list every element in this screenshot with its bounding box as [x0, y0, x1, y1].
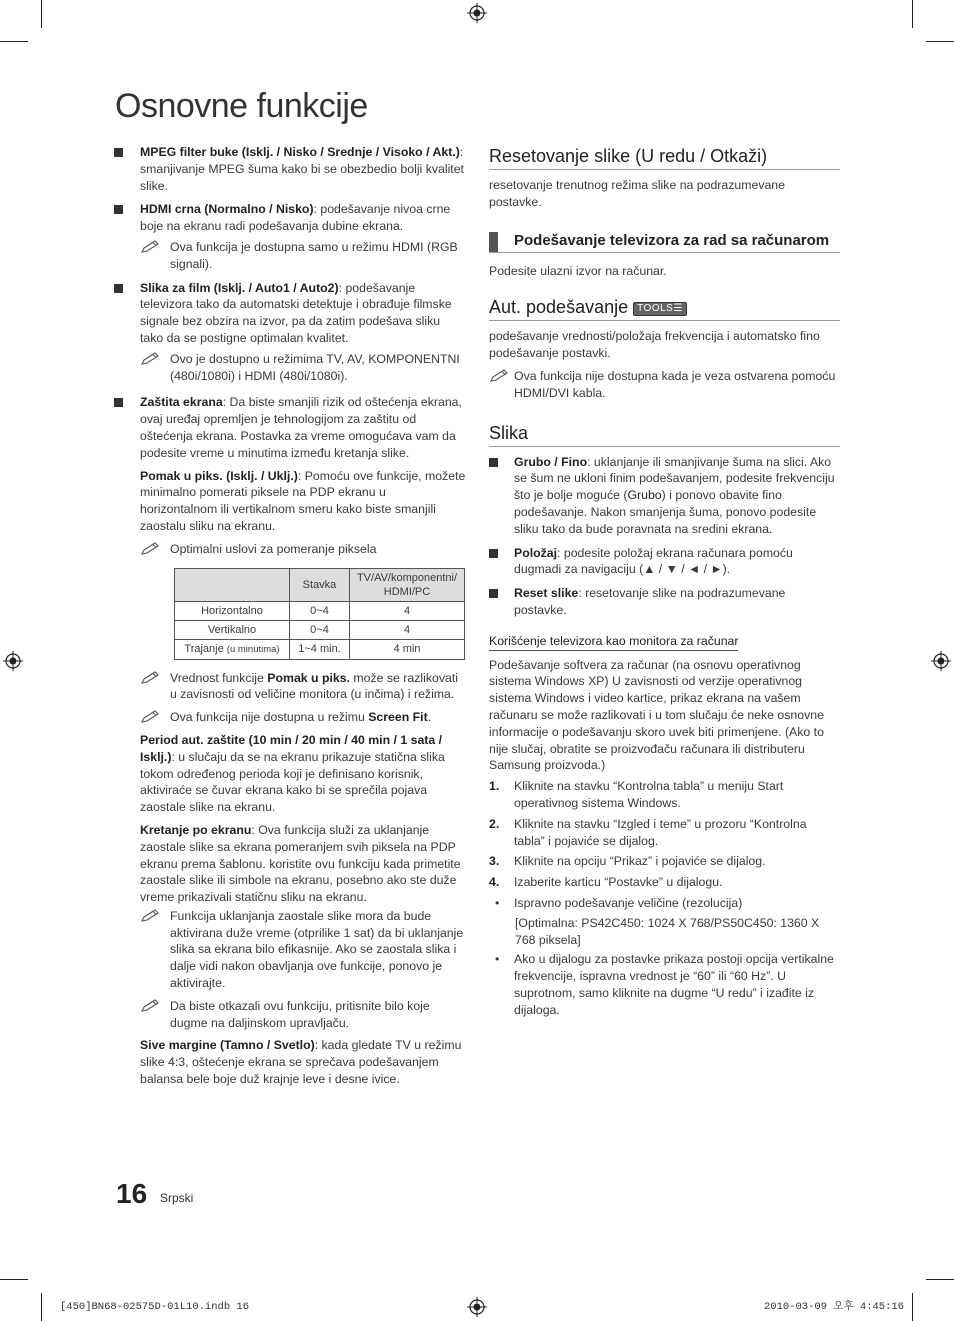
square-bullet-icon — [114, 148, 123, 157]
registration-mark-icon — [3, 651, 23, 671]
table-cell: Vertikalno — [175, 620, 290, 639]
left-column — [114, 144, 466, 1095]
item-label: Zaštita ekrana — [140, 395, 223, 410]
crop-mark — [926, 41, 954, 42]
note-pencil-icon — [140, 670, 162, 686]
bullet-dot-icon: • — [495, 895, 500, 910]
table-row — [175, 639, 465, 659]
note-pencil-icon — [140, 541, 162, 557]
step-text: Kliknite na stavku “Izgled i teme” u prozoru “Kontrolna tabla” i pojaviće se dijalog. — [514, 816, 807, 848]
crop-mark — [912, 0, 913, 28]
note-bold: Pomak u piks. — [267, 670, 350, 685]
crop-mark — [41, 1293, 42, 1321]
bullet-dot-icon: • — [495, 952, 500, 967]
pixel-shift-table — [174, 568, 465, 660]
table-header: Stavka — [290, 568, 350, 601]
note-text: Funkcija uklanjanja zaostale slike mora da bude aktivirana duže vreme (otprilike 1 sat) da bi uklanjanje slika sa ekrana bilo efikasnije. Ako se zaostala slika i dalje vidi nakon obavljanja ove funkcije, ponovo je aktivirajte. — [170, 908, 464, 991]
subsection-heading-monitor: Korišćenje televizora kao monitora za računar — [489, 633, 738, 651]
footer-file-info: [450]BN68-02575D-01L10.indb 16 — [60, 1301, 250, 1313]
square-bullet-icon — [114, 398, 123, 407]
list-item-grubo — [489, 454, 840, 538]
note-pencil-icon — [140, 239, 162, 255]
list-item-hdmi — [114, 201, 466, 272]
note-pencil-icon — [489, 368, 511, 384]
heading-text: Aut. podešavanje — [489, 297, 629, 318]
note — [140, 670, 466, 704]
item-label: HDMI crna (Normalno / Nisko) — [140, 202, 314, 217]
cell-label: Trajanje — [184, 642, 224, 655]
item-bold: Grubo — [627, 488, 662, 503]
square-bullet-icon — [114, 205, 123, 214]
item-text: : smanjivanje MPEG šuma kako bi se obezbedio bolji kvalitet slike. — [140, 145, 464, 193]
note-bold: Screen Fit — [368, 710, 428, 725]
list-item-mpeg — [114, 144, 466, 194]
list-item — [489, 895, 840, 912]
page-title: Osnovne funkcije — [115, 87, 368, 125]
note — [489, 368, 840, 402]
note-text: Da biste otkazali ovu funkciju, pritisnite bilo koje dugme na daljinskom upravljaču. — [170, 998, 430, 1030]
list-item — [489, 778, 840, 812]
list-item — [489, 874, 840, 891]
note-text: Ovo je dostupno u režimima TV, AV, KOMPONENTNI (480i/1080i) i HDMI (480i/1080i). — [170, 351, 460, 383]
note — [140, 239, 466, 273]
right-column — [489, 145, 840, 1021]
note — [140, 709, 466, 726]
sub-label: Sive margine (Tamno / Svetlo) — [140, 1038, 315, 1053]
note-text: može se razlikovati u zavisnosti od veličine monitora (u inčima) i režima. — [170, 670, 458, 702]
note — [140, 908, 466, 992]
heading-text: Podešavanje televizora za rad sa računarom — [514, 231, 830, 249]
section-heading-aut — [489, 296, 840, 321]
bullet-text: Ako u dijalogu za postavke prikaza postoji opcija vertikalne frekvencije, ispravna vrednost je “60” ili “60 Hz”. U suprotnom, samo kliknite na dugme “U redu” i izađite iz dijaloga. — [514, 952, 834, 1017]
note-text: Optimalni uslovi za pomeranje piksela — [170, 541, 377, 556]
table-header: TV/AV/komponentni/ HDMI/PC — [350, 568, 465, 601]
note-text: Vrednost funkcije — [170, 670, 268, 685]
table-cell: 0~4 — [290, 601, 350, 620]
note — [140, 351, 466, 385]
registration-mark-icon — [467, 3, 487, 23]
square-bullet-icon — [489, 458, 498, 467]
sub-text: : u slučaju da se na ekranu prikazuje statična slika tokom određenog perioda koji je definisano korisnik, aktiviraće se čuvar ekrana kako bi se sprečila pojava zaostale slike na ekranu. — [140, 749, 445, 815]
item-label: Slika za film (Isklj. / Auto1 / Auto2) — [140, 280, 339, 295]
crop-mark — [912, 1293, 913, 1321]
cell-unit: (u minutima) — [226, 643, 280, 655]
sub-text: : kada gledate TV u režimu slike 4:3, oštećenje ekrana se sprečava podešavanjem balansa bele boje duž krajnje leve i desne ivice. — [140, 1038, 462, 1087]
registration-mark-icon — [467, 1297, 487, 1317]
note-text: Ova funkcija je dostupna samo u režimu HDMI (RGB signali). — [170, 239, 458, 271]
item-text: : resetovanje slike na podrazumevane postavke. — [514, 586, 786, 617]
table-cell — [175, 639, 290, 659]
note-pencil-icon — [140, 908, 162, 924]
step-text: Izaberite karticu “Postavke” u dijalogu. — [514, 875, 723, 890]
note-text: . — [427, 710, 432, 725]
list-item-polozaj — [489, 545, 840, 579]
monitor-text: Podešavanje softvera za računar (na osnovu operativnog sistema Windows XP) U zavisnosti od verzije operativnog sistema Windows i video kartice, prikaz ekrana na vašem računaru se može razlikovati i u tom slučaju će neke osnovne informacije o podešavanju skoro uvek biti primenjene. (Ako to nije slučaj, obratite se proizvođaču računara ili distributeru Samsung proizvoda.) — [489, 657, 824, 773]
item-text: : uklanjanje ili smanjivanje šuma na slici. Ako se šum ne ukloni finim podešavanjem, podesite frekvenciju što je bolje moguće ( — [514, 454, 835, 503]
tools-label: TOOLS — [637, 303, 674, 315]
step-text: Kliknite na opciju “Prikaz” i pojaviće se dijalog. — [514, 854, 766, 869]
square-bullet-icon — [489, 589, 498, 598]
item-label: MPEG filter buke (Isklj. / Nisko / Srednje / Visoko / Akt.) — [140, 145, 460, 159]
section-heading-pc — [489, 231, 840, 253]
item-text: : Da biste smanjili rizik od oštećenja ekrana, ovaj uređaj opremljen je tehnologijom za zaštitu od oštećenja ekrana. Postavka za vreme omogućava vam da podesite vreme u minutima između kretanja slike. — [140, 395, 462, 460]
crop-mark — [926, 1279, 954, 1280]
crop-mark — [0, 1279, 28, 1280]
language-label: Srpski — [160, 1191, 194, 1205]
crop-mark — [41, 0, 42, 28]
section-heading-reset: Resetovanje slike (U redu / Otkaži) — [489, 145, 840, 170]
list-item-zastita — [114, 394, 466, 1088]
bullet-text: Ispravno podešavanje veličine (rezolucija) — [514, 895, 743, 910]
tools-badge-icon: TOOLS☰ — [633, 302, 687, 316]
item-label: Položaj — [514, 545, 558, 560]
square-bullet-icon — [114, 284, 123, 293]
item-text: : podesite položaj ekrana računara pomoću dugmadi za navigaciju (▲ / ▼ / ◄ / ►). — [514, 545, 793, 577]
crop-mark — [0, 41, 28, 42]
step-text: Kliknite na stavku “Kontrolna tabla” u meniju Start operativnog sistema Windows. — [514, 779, 784, 810]
footer-timestamp: 2010-03-09 오후 4:45:16 — [764, 1301, 905, 1313]
note — [140, 541, 466, 558]
sub-text: : Pomoću ove funkcije, možete minimalno pomerati piksele na PDP ekranu u horizontalnom ili vertikalnom smeru kako biste smanjili zaostalu sliku na ekranu. — [140, 468, 466, 533]
sub-label: Pomak u piks. (Isklj. / Uklj.) — [140, 468, 298, 483]
section-heading-slika: Slika — [489, 422, 840, 447]
reset-text: resetovanje trenutnog režima slike na podrazumevane postavke. — [489, 178, 785, 209]
table-row — [175, 601, 465, 620]
note — [140, 998, 466, 1032]
pc-text: Podesite ulazni izvor na računar. — [489, 263, 667, 278]
sub-label: Period aut. zaštite (10 min / 20 min / 40 min / 1 sata / Isklj.) — [140, 732, 443, 764]
note-pencil-icon — [140, 709, 162, 725]
heading-bar-icon — [489, 232, 498, 252]
registration-mark-icon — [931, 651, 951, 671]
note-pencil-icon — [140, 351, 162, 367]
item-text: : podešavanje nivoa crne boje na ekranu radi podešavanja dubine ekrana. — [140, 202, 451, 234]
step-number: 1. — [489, 779, 500, 794]
square-bullet-icon — [489, 549, 498, 558]
list-item — [489, 816, 840, 850]
table-cell: Horizontalno — [175, 601, 290, 620]
step-number: 2. — [489, 816, 500, 831]
table-row — [175, 620, 465, 639]
table-cell: 4 — [350, 601, 465, 620]
item-label: Grubo / Fino — [514, 454, 588, 469]
aut-text: podešavanje vrednosti/položaja frekvencija i automatsko fino podešavanje postavki. — [489, 329, 820, 361]
table-cell: 1~4 min. — [290, 639, 350, 659]
table-cell: 4 — [350, 620, 465, 639]
table-cell: 4 min — [350, 639, 465, 659]
step-number: 3. — [489, 854, 500, 869]
list-item-film — [114, 280, 466, 385]
bullet-sub-text: [Optimalna: PS42C450: 1024 X 768/PS50C450: 1360 X 768 piksela] — [515, 915, 820, 947]
note-text: Ova funkcija nije dostupna u režimu — [170, 710, 369, 725]
note-text: Ova funkcija nije dostupna kada je veza ostvarena pomoću HDMI/DVI kabla. — [514, 368, 836, 400]
note-pencil-icon — [140, 998, 162, 1014]
item-text: : podešavanje televizora tako da automatski detektuje i obrađuje filmske signale bez obzira na izvor, pa da zatim podešava sliku tako da se postigne optimalan kvalitet. — [140, 280, 452, 345]
list-item — [489, 853, 840, 870]
step-number: 4. — [489, 875, 500, 890]
page-number: 16 — [116, 1178, 148, 1209]
table-header-row — [175, 568, 465, 601]
list-item — [489, 951, 840, 1018]
list-item-reset-slike — [489, 585, 840, 619]
item-label: Reset slike — [514, 586, 579, 601]
sub-label: Kretanje po ekranu — [140, 822, 252, 837]
sub-text: : Ova funkcija služi za uklanjanje zaostale slike sa ekrana pomeranjem svih piksela na PDP ekranu prema šablonu. koristite ovu funkciju kada primetite zaostale slike ili simbole na ekranu, posebno ako ste duže vreme prikazivali statičnu sliku na ekranu. — [140, 822, 461, 905]
table-cell: 0~4 — [290, 620, 350, 639]
item-text: ) i ponovo obavite fino podešavanje. Nakon smanjenja šuma, ponovo podesite sliku tako da bude poravnata na sredini ekrana. — [514, 488, 817, 536]
table-header-empty — [175, 568, 290, 601]
